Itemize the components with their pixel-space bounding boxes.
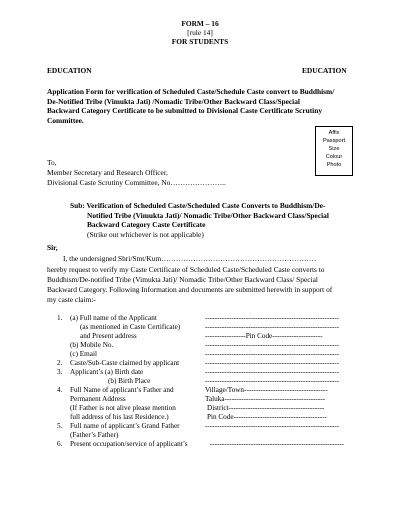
item-2-line: --------------------------------------------------------	[205, 359, 340, 367]
item-number-2: 2.	[57, 359, 63, 367]
body-line-4: Backward Category. Following Information and documents are submitted herewith in support of	[47, 285, 333, 294]
item-1a-line: --------------------------------------------------------	[205, 314, 340, 322]
item-6-line: --------------------------------------------------------	[210, 440, 345, 448]
subject-line-3: Backward Category Caste Certificate	[87, 220, 206, 229]
photo-box-line: Photo	[326, 162, 342, 168]
item-1b-line: --------------------------------------------------------	[205, 341, 340, 349]
rule-reference: [rule 14]	[187, 28, 213, 37]
salutation: Sir,	[47, 243, 58, 252]
item-1b-label: (b) Mobile No.	[70, 341, 114, 349]
address-to: To,	[47, 158, 57, 167]
item-3a-line: --------------------------------------------------------	[205, 368, 340, 376]
department-left: EDUCATION	[47, 66, 92, 75]
item-5-line: --------------------------------------------------------	[205, 422, 340, 430]
photo-box-line: Passport	[322, 138, 346, 144]
item-number-3: 3.	[57, 368, 63, 376]
title-line-1: Application Form for verification of Scheduled Caste/Schedule Caste convert to Buddhism/	[47, 87, 335, 96]
form-number: FORM – 16	[181, 19, 219, 28]
item-number-1: 1.	[57, 314, 63, 322]
item-4-sublabel: Permanent Address	[70, 395, 126, 403]
item-6-label: Present occupation/service of applicant’s	[70, 440, 188, 448]
taluka-line: Taluka------------------------------------------	[205, 395, 325, 403]
item-1a-line-2: --------------------------------------------------------	[205, 323, 340, 331]
item-1c-line: --------------------------------------------------------	[205, 350, 340, 358]
photo-box-line: Colour	[325, 154, 343, 160]
pin-code-line: -----------------Pin Code---------------------	[205, 332, 323, 340]
item-4-label: Full Name of applicant’s Father and	[70, 386, 174, 394]
item-number-4: 4.	[57, 386, 63, 394]
village-town-line: Village/Town-----------------------------------	[205, 386, 328, 394]
photo-box-line: Size	[328, 146, 340, 152]
form-audience: FOR STUDENTS	[171, 37, 229, 46]
district-line: District----------------------------------------	[207, 404, 325, 412]
item-number-5: 5.	[57, 422, 63, 430]
body-line-3: Buddhism/De-notified Tribe (Vimukta Jati)/ Nomadic Tribe/Other Backward Class/ Special	[47, 275, 318, 284]
item-5-label: Full name of applicant’s Grand Father	[70, 422, 180, 430]
item-5-sublabel: (Father’s Father)	[70, 431, 119, 439]
item-1c-label: (c) Email	[70, 350, 97, 358]
item-1a-label: (a) Full name of the Applicant	[70, 314, 157, 322]
item-3b-label: (b) Birth Place	[108, 377, 151, 385]
title-line-2: De-Notified Tribe (Vimukta Jati) /Nomadic Tribe/Other Backward Class/Special	[47, 96, 300, 106]
address-line-2: Divisional Caste Scrutiny Committee, No…………………..	[47, 178, 226, 187]
address-line-1: Member Secretary and Research Officer,	[47, 168, 168, 177]
body-line-1: I, the undersigned Shri/Smt/Kum………………………………………………………	[63, 254, 317, 263]
item-3a-label: Applicant’s (a) Birth date	[70, 368, 144, 376]
item-number-6: 6.	[57, 440, 63, 448]
item-1a-sublabel: (as mentioned in Caste Certificate)	[80, 323, 181, 331]
item-3b-line: --------------------------------------------------------	[205, 377, 340, 385]
photo-box-line: Affix	[328, 130, 340, 136]
subject-line-1: Sub: Verification of Scheduled Caste/Scheduled Caste Converts to Buddhism/De-	[70, 201, 326, 210]
subject-line-2: Notified Tribe (Vimukta Jati)/ Nomadic Tribe/Other Backward Class/Special	[87, 210, 329, 220]
title-line-3: Backward Category Certificate to be submitted to Divisional Caste Certificate Scrutiny	[47, 106, 323, 115]
pin-code-line-2: Pin Code---------------------------------------	[207, 413, 327, 421]
item-4-note-2: full address of his last Residence.)	[70, 413, 169, 421]
title-line-4: Committee.	[47, 115, 84, 125]
subject-note: (Strike out whichever is not applicable)	[87, 229, 204, 239]
item-2-label: Caste/Sub-Caste claimed by applicant	[70, 359, 180, 367]
body-line-5: my caste claim:-	[47, 295, 96, 304]
item-1a-address-label: and Present address	[80, 332, 137, 340]
passport-photo-box	[315, 126, 353, 176]
department-right: EDUCATION	[302, 66, 347, 75]
body-line-2: hereby request to verify my Caste Certificate of Scheduled Caste/Scheduled Caste converts to	[47, 265, 325, 274]
item-4-note-1: (If Father is not alive please mention	[70, 404, 176, 412]
